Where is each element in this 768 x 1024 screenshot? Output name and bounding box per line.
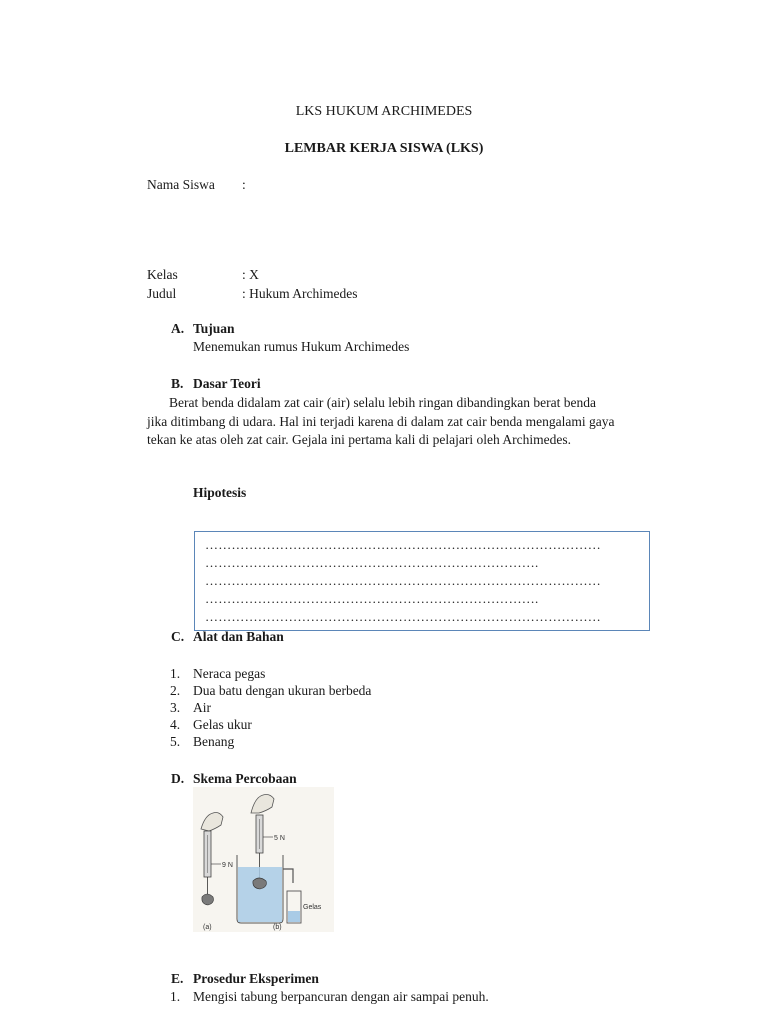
section-d-title: Skema Percobaan xyxy=(193,771,297,786)
list-item-number: 3. xyxy=(170,700,181,715)
nama-label: Nama Siswa xyxy=(147,177,215,192)
section-a-text: Menemukan rumus Hukum Archimedes xyxy=(193,339,410,354)
section-a-marker: A. xyxy=(171,321,185,336)
list-item-number: 5. xyxy=(170,734,181,749)
hipotesis-box[interactable] xyxy=(194,531,650,631)
hipotesis-line: ……………………………………………………………………………… xyxy=(205,609,601,624)
glass-water xyxy=(288,911,300,922)
spout xyxy=(283,869,293,883)
section-c-marker: C. xyxy=(171,629,185,644)
water-fill xyxy=(238,867,282,922)
dasar-teori-paragraph: Berat benda didalam zat cair (air) selalu lebih ringan dibandingkan berat benda jika ditimbang di udara. Hal ini terjadi karena di dalam zat cair benda mengalami gaya tekan ke atas oleh zat cair. Gejala ini pertama kali di pelajari oleh Archimedes. xyxy=(147,395,615,447)
hand-icon xyxy=(251,795,274,814)
list-item-number: 4. xyxy=(170,717,181,732)
archimedes-experiment-illustration xyxy=(193,787,334,932)
left-reading-label: 9 N xyxy=(222,862,233,869)
section-b-title: Dasar Teori xyxy=(193,376,261,391)
hand-icon xyxy=(201,813,223,832)
document-title: LKS HUKUM ARCHIMEDES xyxy=(295,104,473,119)
hipotesis-line: …………………………………………………………………. xyxy=(205,555,539,570)
list-item: Benang xyxy=(193,734,235,749)
glass-label: Gelas xyxy=(303,904,322,911)
list-item-number: 2. xyxy=(170,683,181,698)
hipotesis-title: Hipotesis xyxy=(193,485,247,500)
list-item: Neraca pegas xyxy=(193,666,266,681)
list-item-number: 1. xyxy=(170,989,181,1004)
list-item: Dua batu dengan ukuran berbeda xyxy=(193,683,372,698)
section-b-marker: B. xyxy=(171,376,184,391)
judul-value: : Hukum Archimedes xyxy=(242,286,358,301)
section-a-title: Tujuan xyxy=(193,321,235,336)
kelas-label: Kelas xyxy=(147,267,178,282)
section-e-marker: E. xyxy=(171,971,184,986)
kelas-value: : X xyxy=(242,267,259,282)
hipotesis-line: …………………………………………………………………. xyxy=(205,591,539,606)
hipotesis-line: ……………………………………………………………………………… xyxy=(205,573,601,588)
label-b: (b) xyxy=(273,924,282,931)
list-item-number: 1. xyxy=(170,666,181,681)
section-e-title: Prosedur Eksperimen xyxy=(193,971,319,986)
list-item: Gelas ukur xyxy=(193,717,252,732)
list-item: Mengisi tabung berpancuran dengan air sampai penuh. xyxy=(193,989,489,1004)
right-reading-label: 5 N xyxy=(274,835,285,842)
label-a: (a) xyxy=(203,924,212,931)
list-item: Air xyxy=(193,700,211,715)
stone-left xyxy=(202,894,214,905)
judul-label: Judul xyxy=(147,286,177,301)
section-c-title: Alat dan Bahan xyxy=(193,629,284,644)
section-d-marker: D. xyxy=(171,771,185,786)
hipotesis-line: ……………………………………………………………………………… xyxy=(205,537,601,552)
experiment-figure xyxy=(193,787,334,932)
nama-value: : xyxy=(242,177,246,192)
stone-right xyxy=(253,878,267,889)
document-subtitle: LEMBAR KERJA SISWA (LKS) xyxy=(284,141,484,156)
